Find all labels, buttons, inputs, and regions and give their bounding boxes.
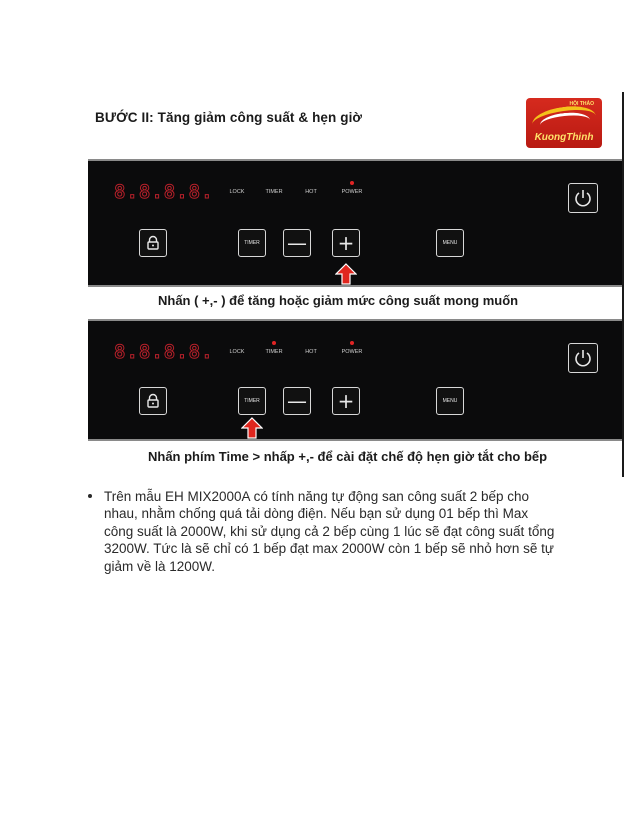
caption-timer: Nhấn phím Time > nhấp +,- để cài đặt chế độ hẹn giờ tắt cho bếp xyxy=(148,449,548,464)
bullet-text: Trên mẫu EH MIX2000A có tính năng tự động san công suất 2 bếp cho nhau, nhằm chống quá tải dòng điện. Nếu bạn sử dụng 01 bếp thì Max công suất là 2000W, khi sử dụng cả 2 bếp cùng 1 lúc sẽ đạt công suất tổng 3200W. Tức là sẽ chỉ có 1 bếp đạt max 2000W còn 1 bếp sẽ nhỏ hơn sẽ tự giảm về là 1200W. xyxy=(104,489,555,574)
segment-display: 8.8.8.8. xyxy=(114,341,214,363)
control-panel-timer xyxy=(88,319,622,441)
indicator-hot: HOT xyxy=(305,349,317,355)
indicator-lock: LOCK xyxy=(229,349,245,355)
brand-logo xyxy=(526,98,602,148)
menu-button[interactable] xyxy=(436,229,464,257)
power-button[interactable] xyxy=(568,343,598,373)
power-led xyxy=(350,181,354,185)
indicator-power: POWER xyxy=(341,349,363,355)
power-icon xyxy=(573,188,593,208)
plus-button[interactable] xyxy=(332,387,360,415)
minus-icon: — xyxy=(287,389,307,413)
arrow-up-icon xyxy=(241,417,263,439)
timer-button-label: TIMER xyxy=(244,240,260,246)
plus-button[interactable] xyxy=(332,229,360,257)
indicator-power: POWER xyxy=(341,189,363,195)
lock-button[interactable] xyxy=(139,229,167,257)
lock-icon xyxy=(145,393,161,409)
timer-led xyxy=(272,341,276,345)
menu-button[interactable] xyxy=(436,387,464,415)
step-title: BƯỚC II: Tăng giảm công suất & hẹn giờ xyxy=(95,110,363,125)
indicator-timer: TIMER xyxy=(265,189,283,195)
menu-button-label: MENU xyxy=(442,398,458,404)
plus-icon: + xyxy=(337,231,355,255)
bullet-icon xyxy=(88,494,92,498)
logo-small-text: HỘI THẢO xyxy=(569,101,594,107)
figure-border xyxy=(622,92,624,477)
indicator-lock: LOCK xyxy=(229,189,245,195)
indicator-timer: TIMER xyxy=(265,349,283,355)
caption-power: Nhấn ( +,- ) để tăng hoặc giảm mức công suất mong muốn xyxy=(158,293,519,308)
timer-button[interactable] xyxy=(238,387,266,415)
segment-display: 8.8.8.8. xyxy=(114,181,214,203)
lock-icon xyxy=(145,235,161,251)
minus-button[interactable] xyxy=(283,229,311,257)
menu-button-label: MENU xyxy=(442,240,458,246)
control-panel-power xyxy=(88,159,622,287)
minus-button[interactable] xyxy=(283,387,311,415)
timer-button[interactable] xyxy=(238,229,266,257)
bullet-list xyxy=(88,488,558,575)
power-icon xyxy=(573,348,593,368)
minus-icon: — xyxy=(287,231,307,255)
indicator-hot: HOT xyxy=(305,189,317,195)
logo-brand-text: KuongThinh xyxy=(534,132,594,143)
lock-button[interactable] xyxy=(139,387,167,415)
power-led xyxy=(350,341,354,345)
list-item xyxy=(88,488,558,575)
power-button[interactable] xyxy=(568,183,598,213)
arrow-up-icon xyxy=(335,263,357,285)
plus-icon: + xyxy=(337,389,355,413)
timer-button-label: TIMER xyxy=(244,398,260,404)
